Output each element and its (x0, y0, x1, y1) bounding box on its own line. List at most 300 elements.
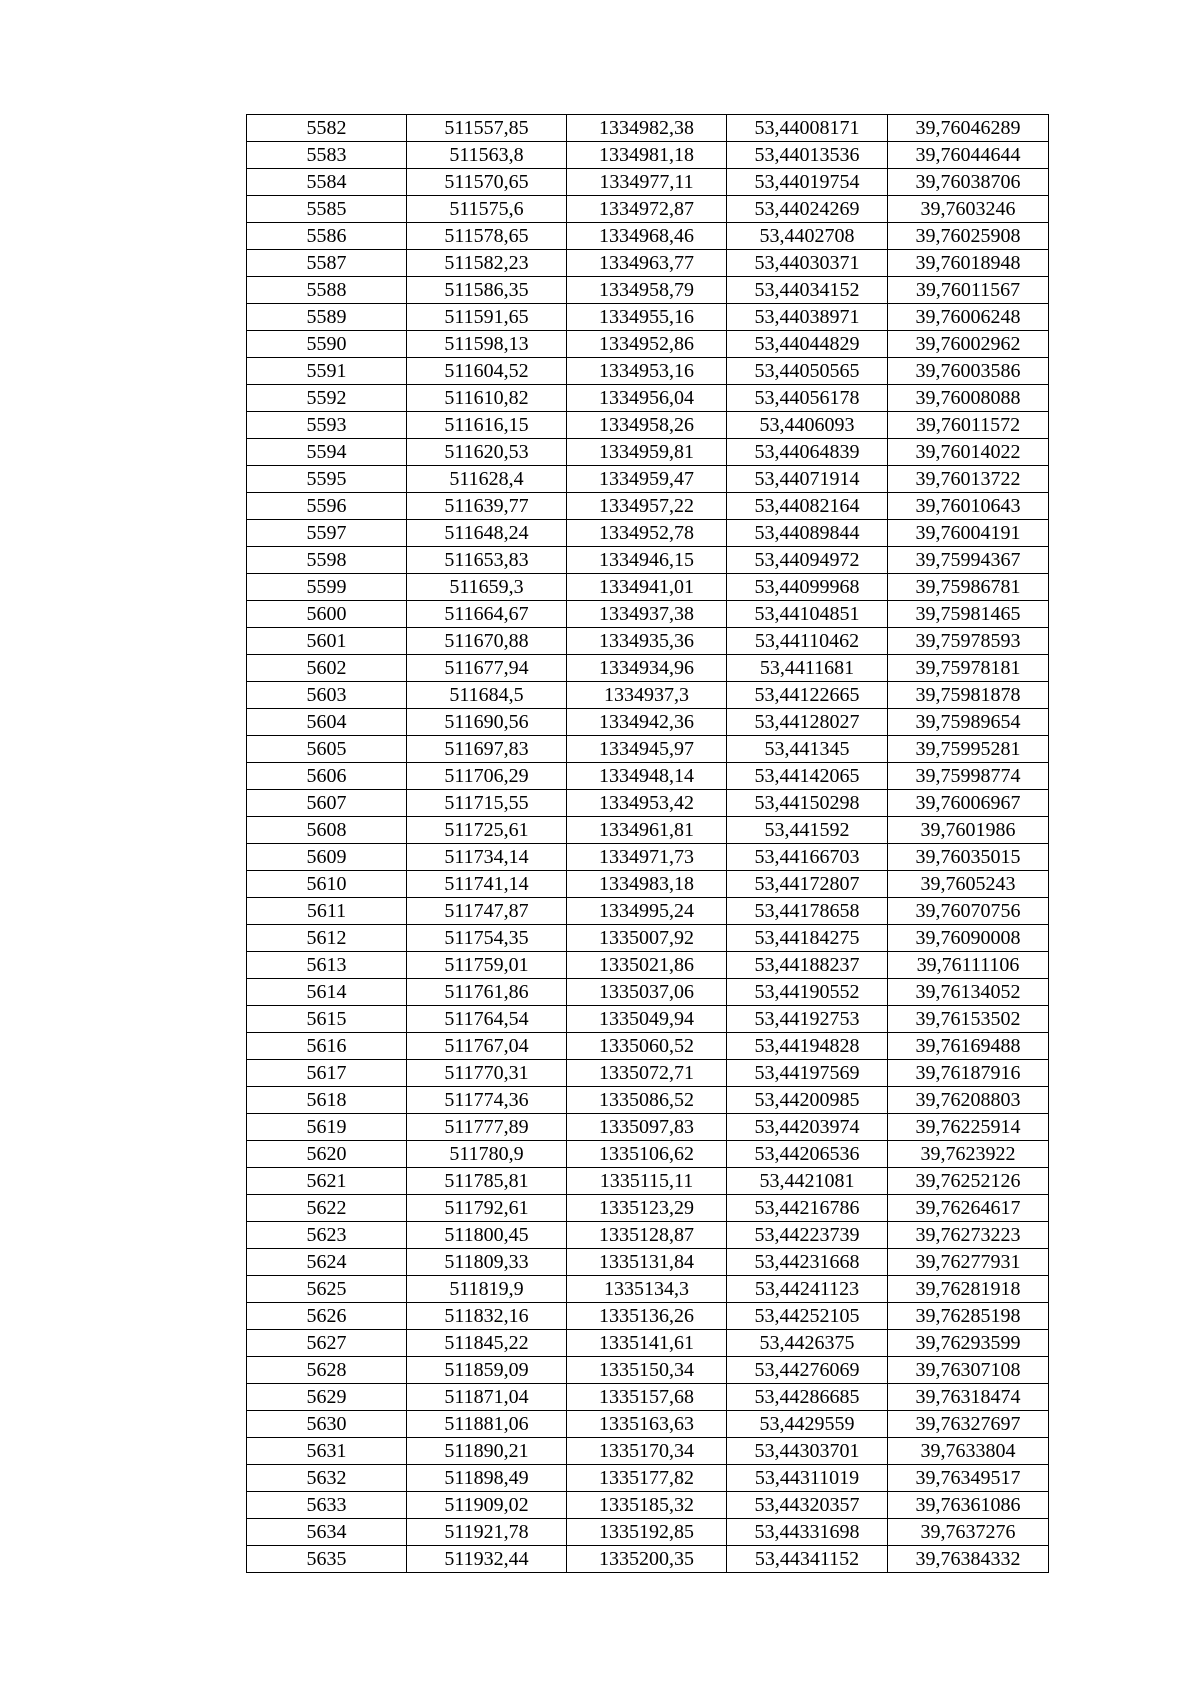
longitude-cell: 39,76014022 (888, 439, 1049, 466)
longitude-cell: 39,76013722 (888, 466, 1049, 493)
longitude-cell: 39,75994367 (888, 547, 1049, 574)
table-row (247, 358, 1049, 385)
latitude-cell: 53,44188237 (727, 952, 888, 979)
x-coordinate-cell: 511859,09 (407, 1357, 567, 1384)
y-coordinate-cell: 1335134,3 (567, 1276, 727, 1303)
table-row (247, 1060, 1049, 1087)
x-coordinate-cell: 511570,65 (407, 169, 567, 196)
table-row (247, 1114, 1049, 1141)
y-coordinate-cell: 1335170,34 (567, 1438, 727, 1465)
latitude-cell: 53,44194828 (727, 1033, 888, 1060)
point-number-cell: 5592 (247, 385, 407, 412)
x-coordinate-cell: 511557,85 (407, 115, 567, 142)
table-row (247, 250, 1049, 277)
coordinates-table-body (247, 115, 1049, 1573)
y-coordinate-cell: 1334955,16 (567, 304, 727, 331)
latitude-cell: 53,44064839 (727, 439, 888, 466)
longitude-cell: 39,76011572 (888, 412, 1049, 439)
x-coordinate-cell: 511690,56 (407, 709, 567, 736)
latitude-cell: 53,44110462 (727, 628, 888, 655)
x-coordinate-cell: 511741,14 (407, 871, 567, 898)
x-coordinate-cell: 511684,5 (407, 682, 567, 709)
table-row (247, 1492, 1049, 1519)
point-number-cell: 5615 (247, 1006, 407, 1033)
latitude-cell: 53,441592 (727, 817, 888, 844)
longitude-cell: 39,76361086 (888, 1492, 1049, 1519)
latitude-cell: 53,44216786 (727, 1195, 888, 1222)
x-coordinate-cell: 511761,86 (407, 979, 567, 1006)
table-row (247, 844, 1049, 871)
longitude-cell: 39,76277931 (888, 1249, 1049, 1276)
x-coordinate-cell: 511664,67 (407, 601, 567, 628)
latitude-cell: 53,44190552 (727, 979, 888, 1006)
longitude-cell: 39,7633804 (888, 1438, 1049, 1465)
y-coordinate-cell: 1334937,3 (567, 682, 727, 709)
point-number-cell: 5623 (247, 1222, 407, 1249)
x-coordinate-cell: 511659,3 (407, 574, 567, 601)
x-coordinate-cell: 511648,24 (407, 520, 567, 547)
longitude-cell: 39,76318474 (888, 1384, 1049, 1411)
point-number-cell: 5601 (247, 628, 407, 655)
latitude-cell: 53,44089844 (727, 520, 888, 547)
y-coordinate-cell: 1334945,97 (567, 736, 727, 763)
table-row (247, 1087, 1049, 1114)
y-coordinate-cell: 1335060,52 (567, 1033, 727, 1060)
table-row (247, 385, 1049, 412)
table-row (247, 1195, 1049, 1222)
x-coordinate-cell: 511785,81 (407, 1168, 567, 1195)
latitude-cell: 53,44150298 (727, 790, 888, 817)
table-row (247, 1384, 1049, 1411)
table-row (247, 898, 1049, 925)
latitude-cell: 53,44104851 (727, 601, 888, 628)
y-coordinate-cell: 1334948,14 (567, 763, 727, 790)
y-coordinate-cell: 1334935,36 (567, 628, 727, 655)
x-coordinate-cell: 511734,14 (407, 844, 567, 871)
x-coordinate-cell: 511890,21 (407, 1438, 567, 1465)
point-number-cell: 5605 (247, 736, 407, 763)
longitude-cell: 39,76285198 (888, 1303, 1049, 1330)
y-coordinate-cell: 1334983,18 (567, 871, 727, 898)
x-coordinate-cell: 511563,8 (407, 142, 567, 169)
longitude-cell: 39,76070756 (888, 898, 1049, 925)
point-number-cell: 5620 (247, 1141, 407, 1168)
x-coordinate-cell: 511832,16 (407, 1303, 567, 1330)
longitude-cell: 39,7623922 (888, 1141, 1049, 1168)
y-coordinate-cell: 1335192,85 (567, 1519, 727, 1546)
table-row (247, 736, 1049, 763)
table-row (247, 439, 1049, 466)
latitude-cell: 53,44034152 (727, 277, 888, 304)
point-number-cell: 5614 (247, 979, 407, 1006)
y-coordinate-cell: 1334956,04 (567, 385, 727, 412)
y-coordinate-cell: 1334957,22 (567, 493, 727, 520)
table-row (247, 871, 1049, 898)
x-coordinate-cell: 511774,36 (407, 1087, 567, 1114)
latitude-cell: 53,44094972 (727, 547, 888, 574)
latitude-cell: 53,44071914 (727, 466, 888, 493)
longitude-cell: 39,76307108 (888, 1357, 1049, 1384)
table-row (247, 709, 1049, 736)
point-number-cell: 5613 (247, 952, 407, 979)
latitude-cell: 53,44192753 (727, 1006, 888, 1033)
latitude-cell: 53,44122665 (727, 682, 888, 709)
point-number-cell: 5610 (247, 871, 407, 898)
point-number-cell: 5588 (247, 277, 407, 304)
latitude-cell: 53,44276069 (727, 1357, 888, 1384)
point-number-cell: 5611 (247, 898, 407, 925)
longitude-cell: 39,7601986 (888, 817, 1049, 844)
table-row (247, 1519, 1049, 1546)
latitude-cell: 53,44206536 (727, 1141, 888, 1168)
y-coordinate-cell: 1335157,68 (567, 1384, 727, 1411)
x-coordinate-cell: 511764,54 (407, 1006, 567, 1033)
longitude-cell: 39,76225914 (888, 1114, 1049, 1141)
longitude-cell: 39,76111106 (888, 952, 1049, 979)
longitude-cell: 39,75981878 (888, 682, 1049, 709)
table-row (247, 655, 1049, 682)
latitude-cell: 53,441345 (727, 736, 888, 763)
x-coordinate-cell: 511809,33 (407, 1249, 567, 1276)
point-number-cell: 5593 (247, 412, 407, 439)
latitude-cell: 53,44008171 (727, 115, 888, 142)
point-number-cell: 5602 (247, 655, 407, 682)
x-coordinate-cell: 511747,87 (407, 898, 567, 925)
point-number-cell: 5587 (247, 250, 407, 277)
x-coordinate-cell: 511697,83 (407, 736, 567, 763)
table-row (247, 1276, 1049, 1303)
table-row (247, 1168, 1049, 1195)
x-coordinate-cell: 511616,15 (407, 412, 567, 439)
point-number-cell: 5607 (247, 790, 407, 817)
latitude-cell: 53,4429559 (727, 1411, 888, 1438)
y-coordinate-cell: 1335141,61 (567, 1330, 727, 1357)
latitude-cell: 53,44331698 (727, 1519, 888, 1546)
point-number-cell: 5634 (247, 1519, 407, 1546)
y-coordinate-cell: 1334937,38 (567, 601, 727, 628)
point-number-cell: 5626 (247, 1303, 407, 1330)
x-coordinate-cell: 511620,53 (407, 439, 567, 466)
point-number-cell: 5594 (247, 439, 407, 466)
table-row (247, 763, 1049, 790)
y-coordinate-cell: 1334958,26 (567, 412, 727, 439)
point-number-cell: 5600 (247, 601, 407, 628)
point-number-cell: 5582 (247, 115, 407, 142)
longitude-cell: 39,76002962 (888, 331, 1049, 358)
table-row (247, 1006, 1049, 1033)
latitude-cell: 53,4421081 (727, 1168, 888, 1195)
y-coordinate-cell: 1334968,46 (567, 223, 727, 250)
table-row (247, 925, 1049, 952)
point-number-cell: 5591 (247, 358, 407, 385)
x-coordinate-cell: 511819,9 (407, 1276, 567, 1303)
y-coordinate-cell: 1334941,01 (567, 574, 727, 601)
latitude-cell: 53,4402708 (727, 223, 888, 250)
y-coordinate-cell: 1335163,63 (567, 1411, 727, 1438)
point-number-cell: 5635 (247, 1546, 407, 1573)
x-coordinate-cell: 511777,89 (407, 1114, 567, 1141)
point-number-cell: 5633 (247, 1492, 407, 1519)
x-coordinate-cell: 511932,44 (407, 1546, 567, 1573)
longitude-cell: 39,76046289 (888, 115, 1049, 142)
longitude-cell: 39,76035015 (888, 844, 1049, 871)
longitude-cell: 39,76252126 (888, 1168, 1049, 1195)
table-row (247, 790, 1049, 817)
x-coordinate-cell: 511670,88 (407, 628, 567, 655)
x-coordinate-cell: 511770,31 (407, 1060, 567, 1087)
point-number-cell: 5608 (247, 817, 407, 844)
latitude-cell: 53,44166703 (727, 844, 888, 871)
table-row (247, 1330, 1049, 1357)
point-number-cell: 5612 (247, 925, 407, 952)
table-row (247, 1438, 1049, 1465)
point-number-cell: 5584 (247, 169, 407, 196)
longitude-cell: 39,76134052 (888, 979, 1049, 1006)
y-coordinate-cell: 1334953,42 (567, 790, 727, 817)
point-number-cell: 5596 (247, 493, 407, 520)
point-number-cell: 5598 (247, 547, 407, 574)
longitude-cell: 39,76003586 (888, 358, 1049, 385)
point-number-cell: 5604 (247, 709, 407, 736)
point-number-cell: 5618 (247, 1087, 407, 1114)
y-coordinate-cell: 1335115,11 (567, 1168, 727, 1195)
y-coordinate-cell: 1334995,24 (567, 898, 727, 925)
x-coordinate-cell: 511591,65 (407, 304, 567, 331)
x-coordinate-cell: 511653,83 (407, 547, 567, 574)
latitude-cell: 53,44056178 (727, 385, 888, 412)
x-coordinate-cell: 511725,61 (407, 817, 567, 844)
y-coordinate-cell: 1335106,62 (567, 1141, 727, 1168)
y-coordinate-cell: 1335086,52 (567, 1087, 727, 1114)
table-row (247, 196, 1049, 223)
table-row (247, 601, 1049, 628)
table-row (247, 115, 1049, 142)
y-coordinate-cell: 1334952,78 (567, 520, 727, 547)
y-coordinate-cell: 1334961,81 (567, 817, 727, 844)
table-row (247, 520, 1049, 547)
y-coordinate-cell: 1335136,26 (567, 1303, 727, 1330)
y-coordinate-cell: 1335049,94 (567, 1006, 727, 1033)
longitude-cell: 39,76006967 (888, 790, 1049, 817)
point-number-cell: 5586 (247, 223, 407, 250)
table-row (247, 1222, 1049, 1249)
longitude-cell: 39,75989654 (888, 709, 1049, 736)
table-row (247, 682, 1049, 709)
x-coordinate-cell: 511706,29 (407, 763, 567, 790)
x-coordinate-cell: 511921,78 (407, 1519, 567, 1546)
latitude-cell: 53,44030371 (727, 250, 888, 277)
longitude-cell: 39,75998774 (888, 763, 1049, 790)
y-coordinate-cell: 1335185,32 (567, 1492, 727, 1519)
point-number-cell: 5628 (247, 1357, 407, 1384)
point-number-cell: 5609 (247, 844, 407, 871)
y-coordinate-cell: 1335200,35 (567, 1546, 727, 1573)
x-coordinate-cell: 511767,04 (407, 1033, 567, 1060)
latitude-cell: 53,44200985 (727, 1087, 888, 1114)
latitude-cell: 53,44013536 (727, 142, 888, 169)
longitude-cell: 39,76010643 (888, 493, 1049, 520)
table-row (247, 952, 1049, 979)
point-number-cell: 5630 (247, 1411, 407, 1438)
y-coordinate-cell: 1335150,34 (567, 1357, 727, 1384)
point-number-cell: 5585 (247, 196, 407, 223)
longitude-cell: 39,75978593 (888, 628, 1049, 655)
y-coordinate-cell: 1334953,16 (567, 358, 727, 385)
table-row (247, 1033, 1049, 1060)
y-coordinate-cell: 1334952,86 (567, 331, 727, 358)
y-coordinate-cell: 1334982,38 (567, 115, 727, 142)
x-coordinate-cell: 511604,52 (407, 358, 567, 385)
table-row (247, 1249, 1049, 1276)
point-number-cell: 5616 (247, 1033, 407, 1060)
longitude-cell: 39,7637276 (888, 1519, 1049, 1546)
latitude-cell: 53,44320357 (727, 1492, 888, 1519)
point-number-cell: 5590 (247, 331, 407, 358)
point-number-cell: 5629 (247, 1384, 407, 1411)
latitude-cell: 53,44197569 (727, 1060, 888, 1087)
latitude-cell: 53,44142065 (727, 763, 888, 790)
latitude-cell: 53,4426375 (727, 1330, 888, 1357)
latitude-cell: 53,44341152 (727, 1546, 888, 1573)
y-coordinate-cell: 1334977,11 (567, 169, 727, 196)
latitude-cell: 53,4406093 (727, 412, 888, 439)
longitude-cell: 39,76006248 (888, 304, 1049, 331)
longitude-cell: 39,75995281 (888, 736, 1049, 763)
table-row (247, 277, 1049, 304)
point-number-cell: 5621 (247, 1168, 407, 1195)
y-coordinate-cell: 1334972,87 (567, 196, 727, 223)
table-row (247, 466, 1049, 493)
latitude-cell: 53,44024269 (727, 196, 888, 223)
latitude-cell: 53,44099968 (727, 574, 888, 601)
latitude-cell: 53,44286685 (727, 1384, 888, 1411)
y-coordinate-cell: 1335072,71 (567, 1060, 727, 1087)
longitude-cell: 39,75978181 (888, 655, 1049, 682)
latitude-cell: 53,44172807 (727, 871, 888, 898)
longitude-cell: 39,76281918 (888, 1276, 1049, 1303)
latitude-cell: 53,44303701 (727, 1438, 888, 1465)
point-number-cell: 5606 (247, 763, 407, 790)
x-coordinate-cell: 511780,9 (407, 1141, 567, 1168)
x-coordinate-cell: 511792,61 (407, 1195, 567, 1222)
x-coordinate-cell: 511871,04 (407, 1384, 567, 1411)
point-number-cell: 5632 (247, 1465, 407, 1492)
x-coordinate-cell: 511610,82 (407, 385, 567, 412)
table-row (247, 979, 1049, 1006)
point-number-cell: 5589 (247, 304, 407, 331)
longitude-cell: 39,76293599 (888, 1330, 1049, 1357)
y-coordinate-cell: 1334959,81 (567, 439, 727, 466)
x-coordinate-cell: 511715,55 (407, 790, 567, 817)
x-coordinate-cell: 511586,35 (407, 277, 567, 304)
table-row (247, 1141, 1049, 1168)
table-row (247, 1465, 1049, 1492)
longitude-cell: 39,76090008 (888, 925, 1049, 952)
point-number-cell: 5627 (247, 1330, 407, 1357)
y-coordinate-cell: 1334934,96 (567, 655, 727, 682)
table-row (247, 1411, 1049, 1438)
x-coordinate-cell: 511800,45 (407, 1222, 567, 1249)
x-coordinate-cell: 511909,02 (407, 1492, 567, 1519)
x-coordinate-cell: 511575,6 (407, 196, 567, 223)
latitude-cell: 53,44019754 (727, 169, 888, 196)
y-coordinate-cell: 1334946,15 (567, 547, 727, 574)
point-number-cell: 5624 (247, 1249, 407, 1276)
table-row (247, 304, 1049, 331)
point-number-cell: 5619 (247, 1114, 407, 1141)
point-number-cell: 5617 (247, 1060, 407, 1087)
y-coordinate-cell: 1335128,87 (567, 1222, 727, 1249)
latitude-cell: 53,44044829 (727, 331, 888, 358)
point-number-cell: 5625 (247, 1276, 407, 1303)
point-number-cell: 5603 (247, 682, 407, 709)
x-coordinate-cell: 511677,94 (407, 655, 567, 682)
y-coordinate-cell: 1334942,36 (567, 709, 727, 736)
latitude-cell: 53,44038971 (727, 304, 888, 331)
longitude-cell: 39,76273223 (888, 1222, 1049, 1249)
longitude-cell: 39,76208803 (888, 1087, 1049, 1114)
x-coordinate-cell: 511754,35 (407, 925, 567, 952)
y-coordinate-cell: 1335177,82 (567, 1465, 727, 1492)
y-coordinate-cell: 1334971,73 (567, 844, 727, 871)
longitude-cell: 39,76004191 (888, 520, 1049, 547)
longitude-cell: 39,76384332 (888, 1546, 1049, 1573)
longitude-cell: 39,76169488 (888, 1033, 1049, 1060)
longitude-cell: 39,7603246 (888, 196, 1049, 223)
point-number-cell: 5597 (247, 520, 407, 547)
x-coordinate-cell: 511628,4 (407, 466, 567, 493)
x-coordinate-cell: 511639,77 (407, 493, 567, 520)
longitude-cell: 39,76008088 (888, 385, 1049, 412)
table-row (247, 169, 1049, 196)
y-coordinate-cell: 1334963,77 (567, 250, 727, 277)
y-coordinate-cell: 1334981,18 (567, 142, 727, 169)
longitude-cell: 39,76349517 (888, 1465, 1049, 1492)
point-number-cell: 5599 (247, 574, 407, 601)
table-row (247, 142, 1049, 169)
latitude-cell: 53,44050565 (727, 358, 888, 385)
latitude-cell: 53,4411681 (727, 655, 888, 682)
y-coordinate-cell: 1335097,83 (567, 1114, 727, 1141)
latitude-cell: 53,44178658 (727, 898, 888, 925)
table-row (247, 547, 1049, 574)
table-row (247, 331, 1049, 358)
latitude-cell: 53,44231668 (727, 1249, 888, 1276)
point-number-cell: 5631 (247, 1438, 407, 1465)
latitude-cell: 53,44311019 (727, 1465, 888, 1492)
latitude-cell: 53,44128027 (727, 709, 888, 736)
y-coordinate-cell: 1335123,29 (567, 1195, 727, 1222)
table-row (247, 574, 1049, 601)
y-coordinate-cell: 1335037,06 (567, 979, 727, 1006)
x-coordinate-cell: 511759,01 (407, 952, 567, 979)
longitude-cell: 39,76044644 (888, 142, 1049, 169)
y-coordinate-cell: 1334958,79 (567, 277, 727, 304)
longitude-cell: 39,75981465 (888, 601, 1049, 628)
longitude-cell: 39,76153502 (888, 1006, 1049, 1033)
longitude-cell: 39,76011567 (888, 277, 1049, 304)
y-coordinate-cell: 1335131,84 (567, 1249, 727, 1276)
table-row (247, 1303, 1049, 1330)
coordinates-table (246, 114, 1049, 1573)
table-row (247, 412, 1049, 439)
y-coordinate-cell: 1335007,92 (567, 925, 727, 952)
point-number-cell: 5583 (247, 142, 407, 169)
longitude-cell: 39,76018948 (888, 250, 1049, 277)
x-coordinate-cell: 511582,23 (407, 250, 567, 277)
latitude-cell: 53,44184275 (727, 925, 888, 952)
longitude-cell: 39,76025908 (888, 223, 1049, 250)
